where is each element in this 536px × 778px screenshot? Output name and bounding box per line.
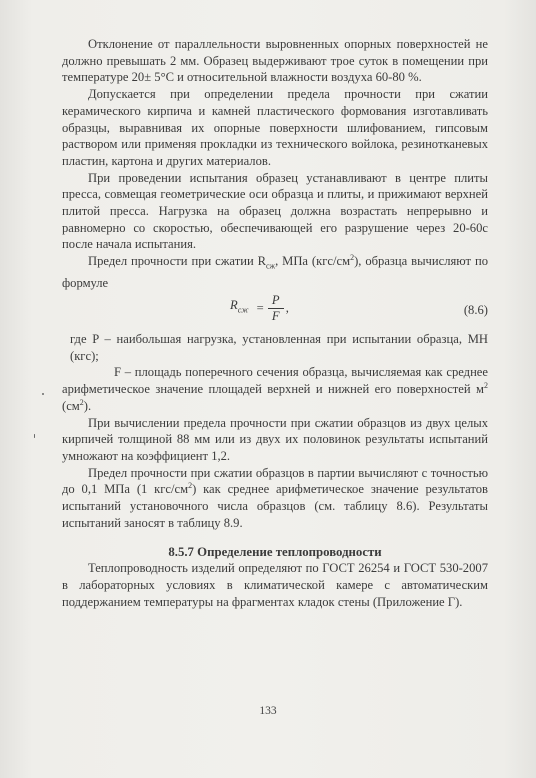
paragraph-sample-preparation: Допускается при определении предела прочности при сжатии керамического кирпича и камней пластического формования изготавливать образцы, выравнивая их опорные поверхности шлифованием, гипсовым раствором или применяя прокладки из технического войлока, резинотканевых пластин, картона и других материалов. xyxy=(62,87,488,168)
page-content xyxy=(62,36,488,610)
superscript: 2 xyxy=(79,397,84,407)
formula-denominator: F xyxy=(271,309,280,324)
formula-expression xyxy=(230,293,289,324)
section-heading: 8.5.7 Определение теплопроводности xyxy=(168,544,382,559)
formula-block xyxy=(62,293,488,329)
paragraph-parallelism: Отклонение от параллельности выровненных опорных поверхностей не должно превышать 2 мм. Образец выдерживают трое суток в помещении при температуре 20± 5°С и относительной влажности воздуха 60-80 %. xyxy=(62,37,488,85)
formula-equals: = xyxy=(256,301,264,316)
paragraph-coefficient: При вычислении предела прочности при сжатии образцов из двух целых кирпичей толщиной 88 мм или из двух их половинок результаты испытаний умножают на коэффициент 1,2. xyxy=(62,415,488,463)
paragraph-test-procedure: При проведении испытания образец устанавливают в центре плиты пресса, совмещая геометрические оси образца и плиты, и прижимают верхней плитой пресса. Нагрузка на образец должна возрастать непрерывно и равномерно со скоростью, обеспечивающей его разрушение через 20-60с после начала испытания. xyxy=(62,170,488,252)
paragraph-thermal-conductivity: Теплопроводность изделий определяют по ГОСТ 26254 и ГОСТ 530-2007 в лабораторных условиях в климатической камере с автоматическим поддержанием температуры на фрагментах кладок стены (Приложение Г). xyxy=(62,561,488,609)
equation-number: (8.6) xyxy=(463,303,488,318)
superscript: 2 xyxy=(484,380,488,390)
formula-lhs-subscript: сж xyxy=(237,305,249,315)
paragraph-batch-strength xyxy=(62,465,488,532)
text-fragment: ) как среднее арифметическое значение результатов испытаний установочного числа образцов (см. таблицу 8.6). Результаты испытаний заносят в таблицу 8.9. xyxy=(62,482,488,530)
text-fragment: Предел прочности при сжатии R xyxy=(88,254,266,269)
text-fragment: , МПа (кгс/см xyxy=(275,254,351,269)
superscript: 2 xyxy=(350,252,355,262)
text-fragment: F – площадь поперечного сечения образца, вычисляемая как среднее арифметическое значение площадей верхней и нижней его поверхностей м xyxy=(62,365,488,397)
paragraph-where-p: где P – наибольшая нагрузка, установленная при испытании образца, МН (кгс); xyxy=(70,332,488,363)
subscript: сж xyxy=(266,261,276,271)
paragraph-strength-formula-intro xyxy=(62,253,488,292)
formula-comma: , xyxy=(285,301,289,316)
text-fragment: Предел прочности при сжатии образцов в партии вычисляют с точностью до 0,1 МПа (1 кгс/см xyxy=(62,465,488,497)
page-number: 133 xyxy=(259,705,277,717)
text-fragment: ). xyxy=(83,398,92,413)
formula-lhs: $R_{сж}$ xyxy=(230,298,249,315)
text-fragment: (см xyxy=(62,398,80,413)
formula-numerator: P xyxy=(271,293,280,308)
superscript: 2 xyxy=(188,481,193,491)
scan-speck xyxy=(42,393,44,395)
text-fragment: ), образца вычисляют по формуле xyxy=(62,254,488,291)
paragraph-where-f xyxy=(62,364,488,414)
formula-fraction xyxy=(268,293,284,324)
scan-speck xyxy=(34,434,35,438)
